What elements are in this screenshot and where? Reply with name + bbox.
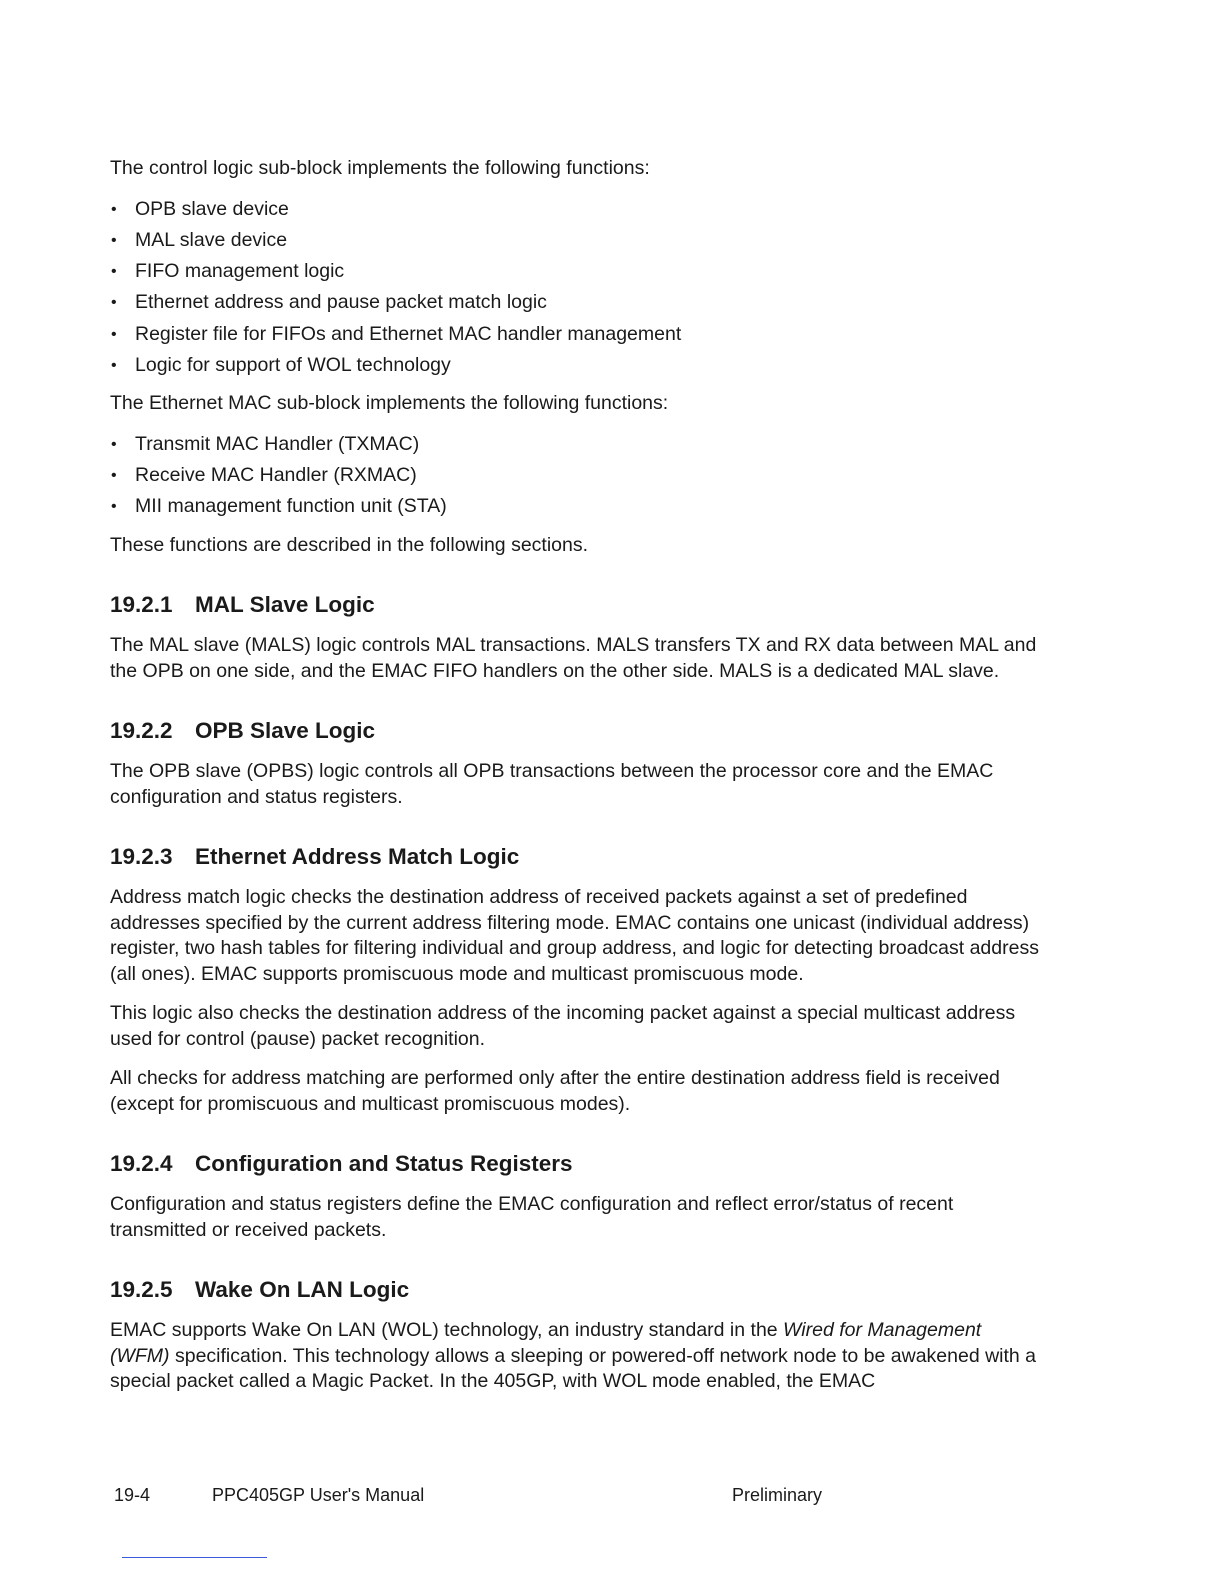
control-logic-list (110, 194, 1040, 382)
intro-sections: These functions are described in the following sections. (110, 533, 589, 556)
section-opb-slave-logic (110, 717, 1040, 810)
page-content (110, 156, 1040, 1395)
manual-title: PPC405GP User's Manual (212, 1485, 425, 1505)
paragraph-text: specification. This technology allows a sleeping or powered-off network node to be awakened with a special packet called a Magic Packet. In the 405GP, with WOL mode enabled, the EMAC (110, 1344, 1037, 1393)
page-number: 19-4 (114, 1485, 151, 1505)
list-item: • Register file for FIFOs and Ethernet MAC handler management (110, 319, 1040, 350)
section-number: 19.2.3 (110, 844, 173, 870)
section-number: 19.2.5 (110, 1277, 173, 1303)
list-item: • OPB slave device (110, 194, 1040, 225)
section-paragraph: This logic also checks the destination address of the incoming packet against a special multicast address used for control (pause) packet recognition. (110, 1002, 1016, 1050)
section-heading (110, 591, 1040, 619)
section-paragraph (110, 1318, 1040, 1395)
section-heading (110, 717, 1040, 745)
list-item: • MAL slave device (110, 225, 1040, 256)
section-paragraph: All checks for address matching are performed only after the entire destination address field is received (except for promiscuous and multicast promiscuous modes). (110, 1067, 1000, 1115)
section-paragraph: The MAL slave (MALS) logic controls MAL transactions. MALS transfers TX and RX data between MAL and the OPB on one side, and the EMAC FIFO handlers on the other side. MALS is a dedicated MAL slave. (110, 634, 1037, 682)
bottom-rule (122, 1557, 267, 1558)
section-wake-on-lan-logic (110, 1276, 1040, 1395)
section-title: Ethernet Address Match Logic (195, 844, 520, 870)
section-title: Configuration and Status Registers (195, 1151, 573, 1177)
section-heading (110, 1276, 1040, 1304)
intro-ethernet-mac: The Ethernet MAC sub-block implements the following functions: (110, 392, 669, 415)
section-mal-slave-logic (110, 591, 1040, 684)
section-ethernet-address-match-logic (110, 843, 1040, 1117)
ethernet-mac-list (110, 429, 1040, 523)
section-heading (110, 1150, 1040, 1178)
list-item: • Ethernet address and pause packet match logic (110, 287, 1040, 318)
list-item: • FIFO management logic (110, 256, 1040, 287)
section-paragraph: The OPB slave (OPBS) logic controls all OPB transactions between the processor core and the EMAC configuration and status registers. (110, 760, 994, 808)
section-number: 19.2.2 (110, 718, 173, 744)
section-title: OPB Slave Logic (195, 718, 376, 744)
list-item: • Receive MAC Handler (RXMAC) (110, 460, 1040, 491)
intro-control-logic: The control logic sub-block implements the following functions: (110, 157, 650, 179)
list-item: • MII management function unit (STA) (110, 491, 1040, 522)
section-configuration-status-registers (110, 1150, 1040, 1243)
list-item: • Transmit MAC Handler (TXMAC) (110, 429, 1040, 460)
section-title: Wake On LAN Logic (195, 1277, 410, 1303)
section-paragraph: Address match logic checks the destination address of received packets against a set of predefined addresses specified by the current address filtering mode. EMAC contains one unicast (individual address) register, two hash tables for filtering individual and group address, and logic for detecting broadcast address (all ones). EMAC supports promiscuous mode and multicast promiscuous mode. (110, 886, 1039, 985)
paragraph-text: EMAC supports Wake On LAN (WOL) technology, an industry standard in the (110, 1319, 784, 1342)
section-number: 19.2.4 (110, 1151, 173, 1177)
section-title: MAL Slave Logic (195, 592, 375, 618)
section-heading (110, 843, 1040, 871)
section-paragraph: Configuration and status registers define the EMAC configuration and reflect error/status of recent transmitted or received packets. (110, 1193, 954, 1241)
section-number: 19.2.1 (110, 592, 173, 618)
document-status: Preliminary (732, 1485, 823, 1505)
list-item: • Logic for support of WOL technology (110, 350, 1040, 381)
spec-name: Wired for Management (WFM) (110, 1319, 982, 1367)
